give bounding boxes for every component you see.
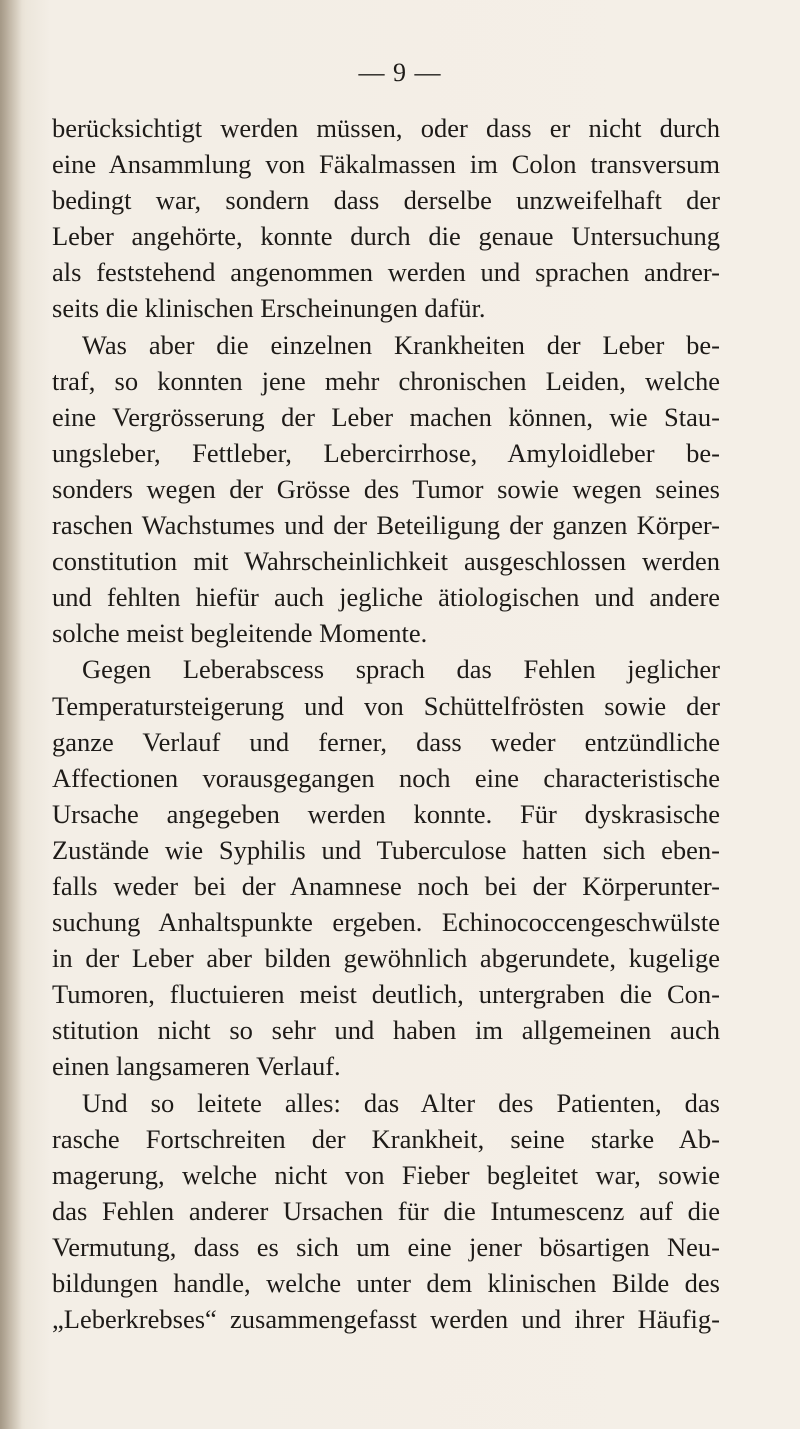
text-line: magerung, welche nicht von Fieber begleitet war, sowie xyxy=(52,1159,720,1190)
text-line: traf, so konnten jene mehr chronischen Leiden, welche xyxy=(52,365,720,396)
text-line: einen langsameren Verlauf. xyxy=(52,1051,341,1082)
text-line: stitution nicht so sehr und haben im allgemeinen auch xyxy=(52,1015,720,1046)
text-line: Affectionen vorausgegangen noch eine characteristische xyxy=(52,762,720,793)
text-line: bedingt war, sondern dass derselbe unzweifelhaft der xyxy=(52,185,720,216)
text-line: berücksichtigt werden müssen, oder dass er nicht durch xyxy=(52,113,720,143)
text-line: seits die klinischen Erscheinungen dafür. xyxy=(52,293,486,324)
text-line: Tumoren, fluctuieren meist deutlich, untergraben die Con- xyxy=(52,979,720,1010)
page-number: — 9 — xyxy=(358,58,442,87)
text-line: eine Ansammlung von Fäkalmassen im Colon transversum xyxy=(52,149,720,180)
text-line: Vermutung, dass es sich um eine jener bösartigen Neu- xyxy=(52,1231,720,1262)
text-line: als feststehend angenommen werden und sprachen andrer- xyxy=(52,257,720,288)
text-line: suchung Anhaltspunkte ergeben. Echinococcengeschwülste xyxy=(52,907,720,938)
text-line: Ursache angegeben werden konnte. Für dyskrasische xyxy=(52,798,720,829)
text-line: Temperatursteigerung und von Schüttelfrösten sowie der xyxy=(52,690,720,721)
paragraph-start-line: Was aber die einzelnen Krankheiten der Leber be- xyxy=(82,329,720,360)
text-line: solche meist begleitende Momente. xyxy=(52,618,428,649)
text-line: Zustände wie Syphilis und Tuberculose hatten sich eben- xyxy=(52,834,720,865)
text-line: und fehlten hiefür auch jegliche ätiologischen und andere xyxy=(52,582,720,613)
text-line: constitution mit Wahrscheinlichkeit ausgeschlossen werden xyxy=(52,546,720,577)
text-line: rasche Fortschreiten der Krankheit, seine starke Ab- xyxy=(52,1123,720,1154)
text-line: sonders wegen der Grösse des Tumor sowie wegen seines xyxy=(52,473,720,504)
text-line: bildungen handle, welche unter dem klinischen Bilde des xyxy=(52,1268,720,1298)
text-line: „Leberkrebses“ zusammengefasst werden und ihrer Häufig- xyxy=(52,1304,720,1335)
text-line: ganze Verlauf und ferner, dass weder entzündliche xyxy=(52,726,720,757)
paragraph-start-line: Und so leitete alles: das Alter des Patienten, das xyxy=(82,1087,720,1118)
text-line: ungsleber, Fettleber, Lebercirrhose, Amyloidleber be- xyxy=(52,437,720,468)
text-line: falls weder bei der Anamnese noch bei der Körperunter- xyxy=(52,870,720,901)
page-edge-shadow xyxy=(0,0,22,1429)
text-line: in der Leber aber bilden gewöhnlich abgerundete, kugelige xyxy=(52,943,720,974)
paragraph-start-line: Gegen Leberabscess sprach das Fehlen jeglicher xyxy=(82,654,720,685)
body-text xyxy=(52,110,720,1337)
text-line: raschen Wachstumes und der Beteiligung der ganzen Körper- xyxy=(52,510,720,541)
text-line: Leber angehörte, konnte durch die genaue Untersuchung xyxy=(52,221,720,252)
text-line: das Fehlen anderer Ursachen für die Intumescenz auf die xyxy=(52,1195,720,1226)
text-line: eine Vergrösserung der Leber machen können, wie Stau- xyxy=(52,401,720,432)
